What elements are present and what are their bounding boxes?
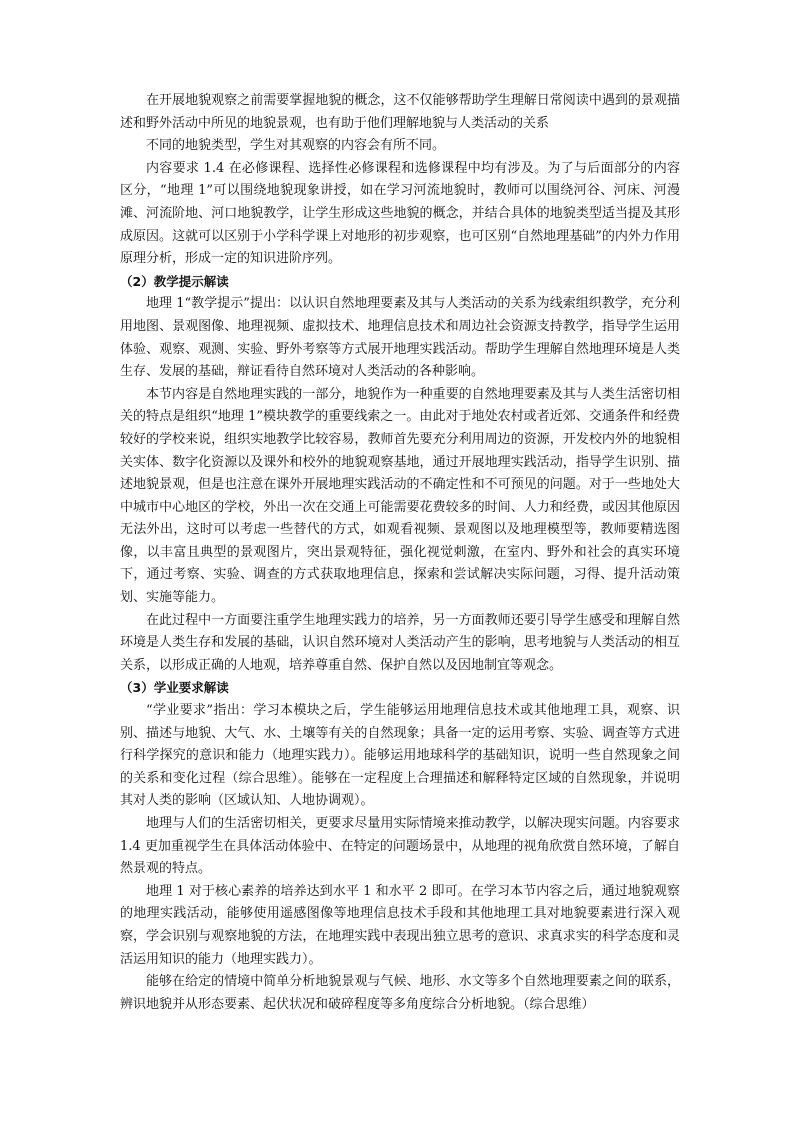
paragraph-teaching-tips-quote: 地理 1“教学提示”提出：以认识自然地理要素及其与人类活动的关系为线索组织教学，充分利用地图、景观图像、地理视频、虚拟技术、地理信息技术和周边社会资源支持教学，指导学生运用体验、观察、观测、实验、野外考察等方式展开地理实践活动。帮助学生理解自然地理环境是人类生存、发展的基础，辩证看待自然环境对人类活动的各种影响。 <box>120 296 680 380</box>
paragraph-content-requirement: 内容要求 1.4 在必修课程、选择性必修课程和选修课程中均有涉及。为了与后面部分的内容区分，“地理 1”可以围绕地貌现象讲授，如在学习河流地貌时，教师可以围绕河谷、河床、河漫滩、河流阶地、河口地貌教学，让学生形成这些地貌的概念，并结合具体的地貌类型适当提及其形成原因。这就可以区别于小学科学课上对地形的初步观察，也可区别“自然地理基础”的内外力作用原理分析，形成一定的知识进阶序列。 <box>120 160 680 267</box>
paragraph-comprehensive-thinking: 能够在给定的情境中简单分析地貌景观与气候、地形、水文等多个自然地理要素之间的联系，辨识地貌并从形态要素、起伏状况和破碎程度等多角度综合分析地貌。（综合思维） <box>120 974 680 1012</box>
paragraph-practice-ability: 在此过程中一方面要注重学生地理实践力的培养，另一方面教师还要引导学生感受和理解自然环境是人类生存和发展的基础，认识自然环境对人类活动产生的影响，思考地貌与人类活动的相互关系，以形成正确的人地观，培养尊重自然、保护自然以及因地制宜等观念。 <box>120 612 680 673</box>
document-body <box>120 90 680 1016</box>
paragraph-academic-requirements-quote: “学业要求”指出：学习本模块之后，学生能够运用地理信息技术或其他地理工具，观察、识别、描述与地貌、大气、水、土壤等有关的自然现象；具备一定的运用考察、实验、调查等方式进行科学探究的意识和能力（地理实践力）。能够运用地球科学的基础知识，说明一些自然现象之间的关系和变化过程（综合思维）。能够在一定程度上合理描述和解释特定区域的自然现象，并说明其对人类的影响（区域认知、人地协调观）。 <box>120 703 680 809</box>
paragraph-core-literacy-levels: 地理 1 对于核心素养的培养达到水平 1 和水平 2 即可。在学习本节内容之后，通过地貌观察的地理实践活动，能够使用遥感图像等地理信息技术手段和其他地理工具对地貌要素进行深入观察，学会识别与观察地貌的方法，在地理实践中表现出独立思考的意识、求真求实的科学态度和灵活运用知识的能力（地理实践力）。 <box>120 883 680 967</box>
heading-teaching-tips: （2）教学提示解读 <box>120 273 229 289</box>
heading-academic-requirements: （3）学业要求解读 <box>120 680 229 696</box>
paragraph-landform-concept: 在开展地貌观察之前需要掌握地貌的概念，这不仅能够帮助学生理解日常阅读中遇到的景观描述和野外活动中所见的地貌景观，也有助于他们理解地貌与人类活动的关系 <box>120 93 680 131</box>
paragraph-observation-types: 不同的地貌类型，学生对其观察的内容会有所不同。 <box>146 138 446 154</box>
paragraph-teaching-practice: 本节内容是自然地理实践的一部分，地貌作为一种重要的自然地理要素及其与人类生活密切相关的特点是组织“地理 1”模块教学的重要线索之一。由此对于地处农村或者近郊、交通条件和经费较好的学校来说，组织实地教学比较容易，教师首先要充分利用周边的资源，开发校内外的地貌相关实体、数字化资源以及课外和校外的地貌观察基地，通过开展地理实践活动，指导学生识别、描述地貌景观，但是也注意在课外开展地理实践活动的不确定性和不可预见的问题。对于一些地处大中城市中心地区的学校，外出一次在交通上可能需要花费较多的时间、人力和经费，或因其他原因无法外出，这时可以考虑一些替代的方式，如观看视频、景观图以及地理模型等，教师要精选图像，以丰富且典型的景观图片，突出景观特征，强化视觉刺激，在室内、野外和社会的真实环境下，通过考察、实验、调查的方式获取地理信息，探索和尝试解决实际问题，习得、提升活动策划、实施等能力。 <box>120 386 680 606</box>
paragraph-real-situations: 地理与人们的生活密切相关，更要求尽量用实际情境来推动教学，以解决现实问题。内容要求 1.4 更加重视学生在具体活动体验中、在特定的问题场景中，从地理的视角欣赏自然环境，了解自然景观的特点。 <box>120 816 680 877</box>
